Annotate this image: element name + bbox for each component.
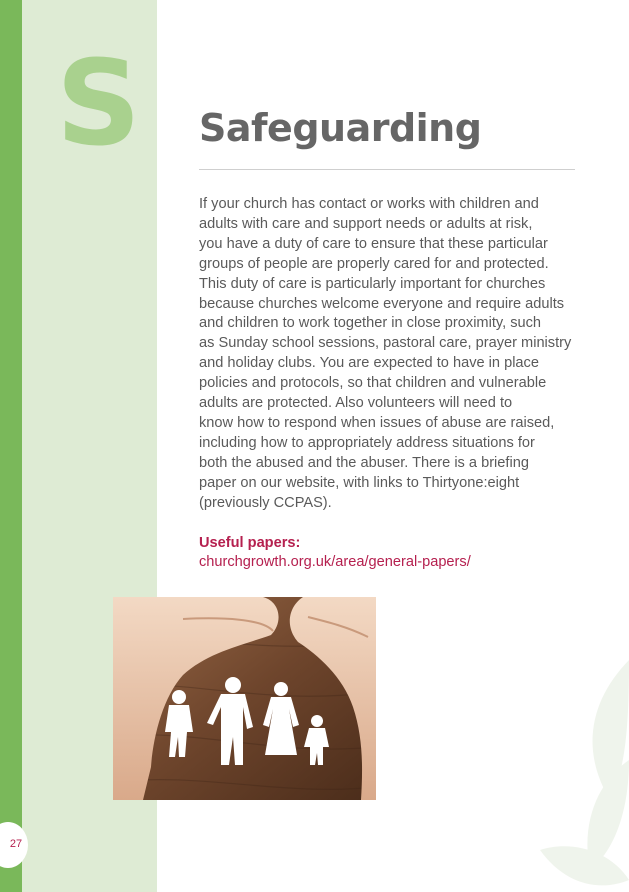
useful-papers-link[interactable]: churchgrowth.org.uk/area/general-papers/ [199,554,471,570]
hands-protecting-family-photo [113,597,376,800]
page-title: Safeguarding [199,106,482,150]
body-paragraph: If your church has contact or works with children and adults with care and support needs or adults at risk, you have a duty of care to ensure that these particular groups of people are properly cared for and protected. This duty of care is particularly important for churches because churches welcome everyone and require adults and children to work together in close proximity, such as Sunday school sessions, pastoral care, prayer ministry and holiday clubs. You are expected to have in place policies and protocols, so that children and vulnerable adults are protected. Also volunteers will need to know how to respond when issues of abuse are raised, including how to appropriately address situations for both the abused and the abuser. There is a briefing paper on our website, with links to Thirtyone:eight (previously CCPAS). [199,196,572,511]
leaf-decoration-icon [520,640,629,892]
page-number: 27 [9,838,23,850]
title-divider [199,169,575,170]
useful-papers-heading: Useful papers: [199,535,301,551]
left-accent-bar [0,0,22,892]
section-letter: S [56,34,141,172]
